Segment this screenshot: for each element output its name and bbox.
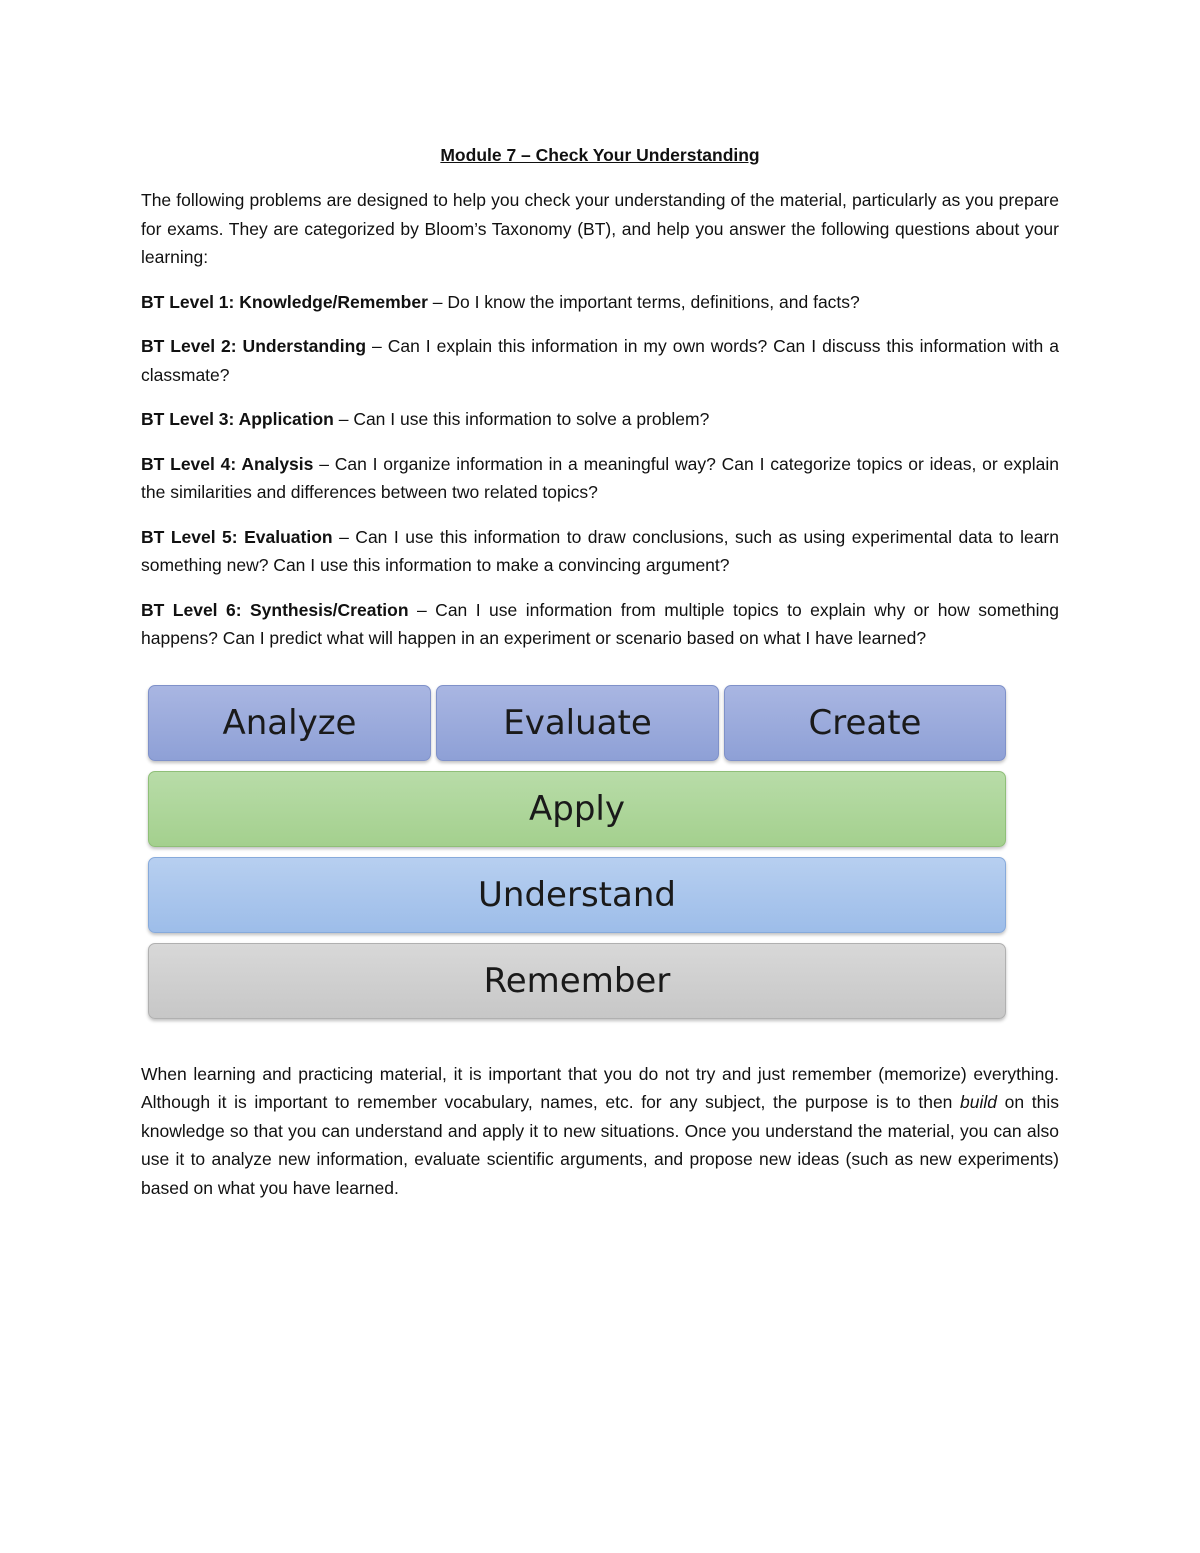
- diagram-box-apply: Apply: [148, 771, 1006, 847]
- document-page: [141, 141, 1059, 1218]
- bt-level-2-text: – Can I explain this information in my own words? Can I discuss this information with a classmate?: [141, 336, 1059, 385]
- closing-emphasis: build: [960, 1092, 998, 1112]
- bt-level-4: [141, 450, 1059, 507]
- diagram-box-analyze: Analyze: [148, 685, 431, 761]
- bt-level-2: [141, 332, 1059, 389]
- closing-part-2: on this knowledge so that you can understand and apply it to new situations. Once you understand the material, you can also use it to analyze new information, evaluate scientific arguments, and propose new ideas (such as new experiments) based on what you have learned.: [141, 1092, 1059, 1198]
- bt-level-5-label: BT Level 5: Evaluation: [141, 526, 333, 547]
- intro-paragraph: The following problems are designed to help you check your understanding of the material, particularly as you prepare for exams. They are categorized by Bloom’s Taxonomy (BT), and help you answer the following questions about your learning:: [141, 190, 1059, 267]
- bt-level-1-text: – Do I know the important terms, definitions, and facts?: [427, 291, 860, 312]
- bt-level-1-label: BT Level 1: Knowledge/Remember: [141, 291, 428, 312]
- blooms-taxonomy-diagram: [141, 685, 1059, 1030]
- bt-level-3-label: BT Level 3: Application: [141, 409, 334, 429]
- diagram-box-remember: Remember: [148, 943, 1006, 1019]
- bt-level-1: [141, 288, 1059, 317]
- bt-level-4-label: BT Level 4: Analysis: [141, 453, 314, 474]
- bt-level-3-text: – Can I use this information to solve a problem?: [333, 409, 710, 429]
- closing-part-1: When learning and practicing material, it is important that you do not try and just remember (memorize) everything. Although it is important to remember vocabulary, names, etc. for any subject, the purpose is to then: [141, 1063, 1059, 1112]
- page-title: Module 7 – Check Your Understanding: [440, 145, 760, 165]
- bt-level-6-label: BT Level 6: Synthesis/Creation: [141, 599, 409, 620]
- diagram-box-evaluate: Evaluate: [436, 685, 719, 761]
- diagram-box-create: Create: [724, 685, 1006, 761]
- diagram-box-understand: Understand: [148, 857, 1006, 933]
- bt-level-2-label: BT Level 2: Understanding: [141, 336, 367, 356]
- closing-paragraph: [141, 1060, 1059, 1203]
- bt-level-5-text: – Can I use this information to draw conclusions, such as using experimental data to learn something new? Can I use this information to make a convincing argument?: [141, 526, 1059, 575]
- bt-level-6: [141, 596, 1059, 653]
- bt-level-3: [141, 405, 1059, 434]
- bt-level-6-text: – Can I use information from multiple topics to explain why or how something happens? Can I predict what will happen in an experiment or scenario based on what I have learned?: [141, 599, 1059, 648]
- bt-level-4-text: – Can I organize information in a meaningful way? Can I categorize topics or ideas, or explain the similarities and differences between two related topics?: [141, 453, 1059, 502]
- bt-level-5: [141, 523, 1059, 580]
